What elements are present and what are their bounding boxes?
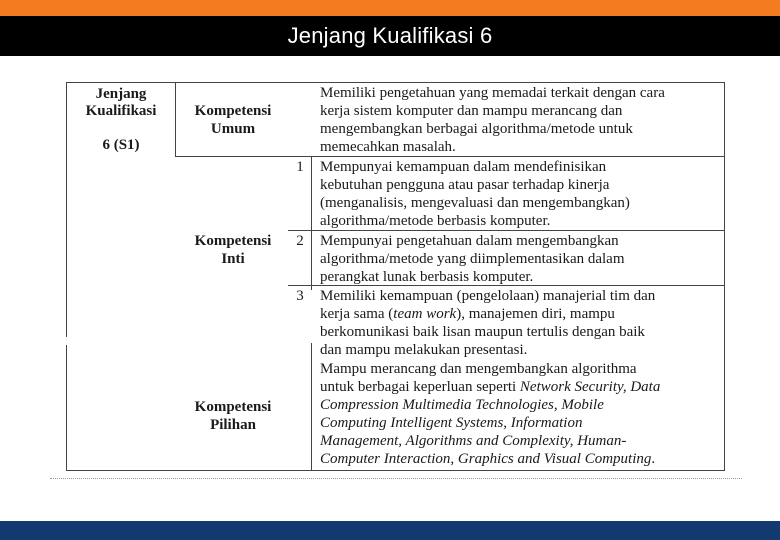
- core-item-number: 3: [296, 288, 304, 304]
- level-cell: [68, 86, 174, 154]
- core-item-3-line: [320, 305, 615, 323]
- bottom-accent-bar: [0, 521, 780, 540]
- elective-text-line: [320, 432, 626, 450]
- elective-text-line: [320, 414, 582, 432]
- elective-text-line: [320, 396, 604, 414]
- core-item-2-line: algorithma/metode yang diimplementasikan dalam: [320, 251, 625, 267]
- core-label-line1: Kompetensi: [194, 233, 272, 249]
- core-item-3-line: berkomunikasi baik lisan maupun tertulis dengan baik: [320, 324, 645, 340]
- table-left-border-upper: [66, 82, 67, 337]
- general-label-line2: Umum: [210, 121, 256, 137]
- core-item-1-line: kebutuhan pengguna atau pasar terhadap kinerja: [320, 177, 610, 193]
- elective-label-line2: Pilihan: [210, 417, 256, 433]
- table-bottom-border: [66, 470, 724, 471]
- elective-label-line1: Kompetensi: [194, 399, 272, 415]
- general-text-line: Memiliki pengetahuan yang memadai terkait dengan cara: [320, 85, 665, 101]
- elective-text-line: Mampu merancang dan mengembangkan algorithma: [320, 361, 637, 377]
- core-item-1-line: (menganalisis, mengevaluasi dan mengembangkan): [320, 195, 630, 211]
- table-right-border: [724, 82, 725, 471]
- core-item-3-line: Memiliki kemampuan (pengelolaan) manajerial tim dan: [320, 288, 656, 304]
- general-text-line: mengembangkan berbagai algorithma/metode untuk: [320, 121, 633, 137]
- dotted-divider: [50, 478, 742, 479]
- general-label-line1: Kompetensi: [194, 103, 272, 119]
- elective-competence-label: [178, 398, 288, 434]
- elective-column-divider: [311, 343, 312, 471]
- level-value: 6 (S1): [102, 137, 140, 153]
- general-row-divider: [175, 156, 724, 157]
- emphasis-text: team work: [393, 306, 457, 322]
- emphasis-text: Network Security, Data: [519, 379, 661, 395]
- core-label-line2: Inti: [221, 251, 245, 267]
- table-left-border-lower: [66, 345, 67, 471]
- text-run: .: [651, 451, 656, 467]
- emphasis-text: Computer Interaction, Graphics and Visual Computing: [320, 451, 652, 467]
- slide-title: Jenjang Kualifikasi 6: [287, 23, 493, 48]
- table-top-border: [66, 82, 724, 83]
- core-item-3-line: dan mampu melakukan presentasi.: [320, 342, 528, 358]
- elective-text-line: [320, 378, 660, 396]
- text-run: kerja sama (: [320, 306, 394, 322]
- core-item-1-line: algorithma/metode berbasis komputer.: [320, 213, 551, 229]
- general-competence-label: [178, 102, 288, 138]
- core-item-divider-1: [288, 230, 724, 231]
- emphasis-text: Computing Intelligent Systems, Information: [320, 415, 583, 431]
- core-item-2-line: perangkat lunak berbasis komputer.: [320, 269, 534, 285]
- core-item-number: 1: [296, 159, 304, 175]
- general-text-line: memecahkan masalah.: [320, 139, 456, 155]
- core-item-2-line: Mempunyai pengetahuan dalam mengembangkan: [320, 233, 619, 249]
- emphasis-text: Management, Algorithms and Complexity, Human-: [320, 433, 627, 449]
- core-item-number: 2: [296, 233, 304, 249]
- general-text-line: kerja sistem komputer dan mampu merancang dan: [320, 103, 623, 119]
- text-run: ), manajemen diri, mampu: [456, 306, 615, 322]
- core-item-1-line: Mempunyai kemampuan dalam mendefinisikan: [320, 159, 607, 175]
- column-divider-upper: [175, 82, 176, 157]
- core-competence-label: [178, 232, 288, 268]
- text-run: untuk berbagai keperluan seperti: [320, 379, 520, 395]
- emphasis-text: Compression Multimedia Technologies, Mobile: [320, 397, 604, 413]
- level-label-line1: Jenjang: [95, 86, 147, 102]
- number-column-divider: [311, 157, 312, 290]
- elective-text-line: [320, 450, 655, 468]
- level-label-line2: Kualifikasi: [85, 103, 157, 119]
